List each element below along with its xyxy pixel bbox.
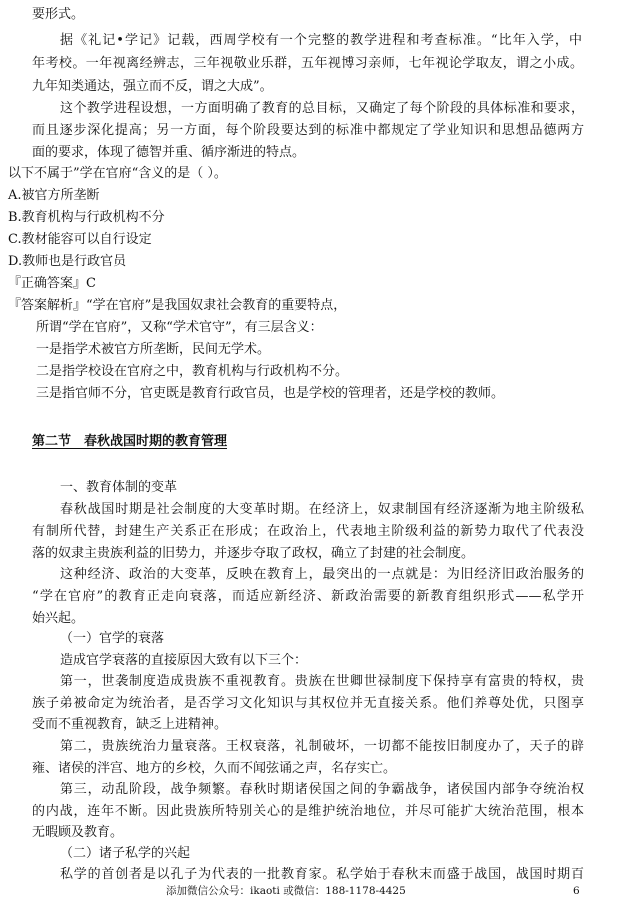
body-line: 春秋战国时期是社会制度的大变革时期。在经济上，奴隶制国有经济逐渐为地主阶级私 <box>60 502 584 517</box>
option-c: C.教材能容可以自行设定 <box>8 232 152 247</box>
correct-answer: 『正确答案』C <box>8 276 96 291</box>
intro-line: 要形式。 <box>32 7 85 22</box>
body-line: 这种经济、政治的大变革，反映在教育上，最突出的一点就是：为旧经济旧政治服务的 <box>60 567 584 582</box>
analysis-title: 『答案解析』“学在官府”是我国奴隶社会教育的重要特点， <box>8 298 347 313</box>
intro-line: 而且逐步深化提高；另一方面，每个阶段要达到的标准中都规定了学业知识和思想品德两方 <box>32 123 584 138</box>
body-line: 始兴起。 <box>32 611 85 626</box>
body-line: 私学的首创者是以孔子为代表的一批教育家。私学始于春秋末而盛于战国，战国时期百 <box>60 867 584 882</box>
option-d: D.教师也是行政官员 <box>8 254 127 269</box>
analysis-line: 三是指官师不分，官吏既是教育行政官员，也是学校的管理者，还是学校的教师。 <box>36 386 505 401</box>
section-title: 第二节 春秋战国时期的教育管理 <box>32 434 228 449</box>
intro-line: 这个教学进程设想，一方面明确了教育的总目标，又确定了每个阶段的具体标准和要求， <box>60 101 584 116</box>
body-line: 的内战，连年不断。因此贵族所特别关心的是维护统治地位，并尽可能扩大统治范围，根本 <box>32 804 584 819</box>
option-b: B.教育机构与行政机构不分 <box>8 210 165 225</box>
intro-line: 九年知类通达，强立而不反，谓之大成”。 <box>32 79 273 94</box>
analysis-line: 一是指学术被官方所垄断，民间无学术。 <box>36 342 271 357</box>
body-line: 第一，世袭制度造成贵族不重视教育。贵族在世卿世禄制度下保持享有富贵的特权，贵 <box>60 674 584 689</box>
footer-text: 添加微信公众号：ikaoti 或微信：188-1178-4425 <box>166 885 406 897</box>
body-line: 造成官学衰落的直接原因大致有以下三个： <box>60 653 308 668</box>
page-number: 6 <box>573 885 580 897</box>
body-line: 第二，贵族统治力量衰落。王权衰落，礼制破坏，一切都不能按旧制度办了，天子的辟 <box>60 739 584 754</box>
intro-line: 面的要求，体现了德智并重、循序渐进的特点。 <box>32 145 306 160</box>
body-line: 族子弟被命定为统治者，是否学习文化知识与其权位并无直接关系。他们养尊处优，只图享 <box>32 696 584 711</box>
heading-1: 一、教育体制的变革 <box>60 480 178 495</box>
body-line: 受而不重视教育，缺乏上进精神。 <box>32 717 228 732</box>
body-line: 第三，动乱阶段，战争频繁。春秋时期诸侯国之间的争霸战争，诸侯国内部争夺统治权 <box>60 782 584 797</box>
intro-line: 据《礼记•学记》记载，西周学校有一个完整的教学进程和考查标准。“比年入学，中 <box>60 33 582 48</box>
body-line: 落的奴隶主贵族利益的旧势力，并逐步夺取了政权，确立了封建的社会制度。 <box>32 546 475 561</box>
analysis-line: 所谓“学在官府”，又称“学术官守”，有三层含义： <box>36 320 323 335</box>
body-line: 有制所代替，封建生产关系正在形成；在政治上，代表地主阶级利益的新势力取代了代表没 <box>32 524 584 539</box>
body-line: 雍、诸侯的泮宫、地方的乡校，久而不闻弦诵之声，名存实亡。 <box>32 761 397 776</box>
body-line: “学在官府”的教育正走向衰落，而适应新经济、新政治需要的新教育组织形式——私学开 <box>32 589 584 604</box>
heading-3: （二）诸子私学的兴起 <box>60 846 191 861</box>
analysis-line: 二是指学校设在官府之中，教育机构与行政机构不分。 <box>36 364 349 379</box>
question-stem: 以下不属于”学在官府“含义的是（ ）。 <box>8 166 227 181</box>
heading-2: （一）官学的衰落 <box>60 631 165 646</box>
body-line: 无暇顾及教育。 <box>32 825 124 840</box>
option-a: A.被官方所垄断 <box>8 188 100 203</box>
intro-line: 年考校。一年视离经辨志，三年视敬业乐群，五年视博习亲师，七年视论学取友，谓之小成。 <box>32 56 583 71</box>
